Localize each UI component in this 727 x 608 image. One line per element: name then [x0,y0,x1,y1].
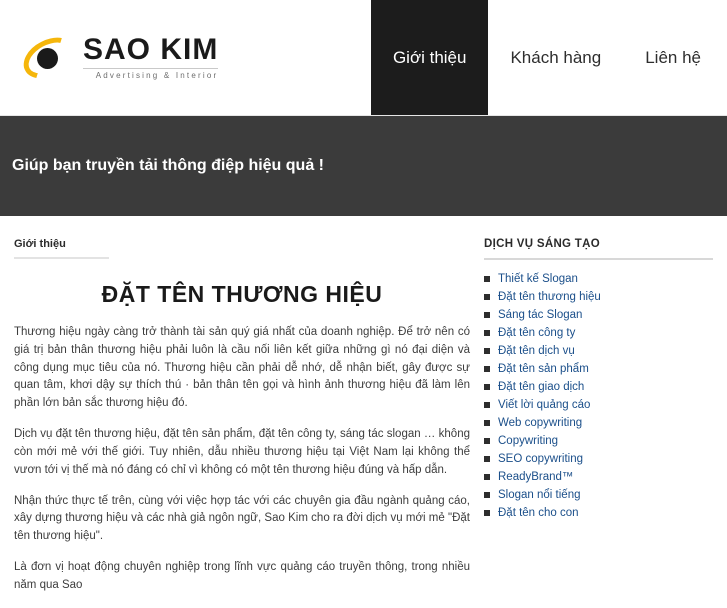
nav-item-lien-he[interactable]: Liên hệ [645,47,701,67]
article-paragraph-2: Dịch vụ đặt tên thương hiệu, đặt tên sản phẩm, đặt tên công ty, sáng tác slogan … không còn mới mẻ với thế giới. Tuy nhiên, dẫu nhiều thương hiệu tại Việt Nam lại không thể vươn tới vị thế mà nó đáng có chỉ vì không có một tên thương hiệu đúng và hấp dẫn. [14,428,470,476]
sidebar-item-thiet-ke-slogan[interactable]: Thiết kế Slogan [498,273,578,285]
list-item[interactable] [484,396,713,414]
list-item[interactable] [484,324,713,342]
sidebar-item-dat-ten-thuong-hieu[interactable]: Đặt tên thương hiệu [498,291,601,303]
logo-title: SAO KIM [83,33,219,66]
list-item[interactable] [484,450,713,468]
nav-item-gioi-thieu[interactable]: Giới thiệu [371,0,489,115]
square-bullet-icon [484,438,490,444]
eye-swoosh-icon [22,38,76,78]
square-bullet-icon [484,348,490,354]
sidebar-item-sang-tac-slogan[interactable]: Sáng tác Slogan [498,309,583,321]
article-paragraph-4: Là đơn vị hoạt động chuyên nghiệp trong lĩnh vực quảng cáo truyền thông, trong nhiều năm qua Sao [14,560,470,591]
list-item[interactable] [484,486,713,504]
site-header [0,0,727,116]
article-paragraph-3: Nhận thức thực tế trên, cùng với việc hợp tác với các chuyên gia đầu ngành quảng cáo, xây dựng thương hiệu và các nhà giả ngôn ngữ, Sao Kim cho ra đời dịch vụ mới mẻ "Đặt tên thương hiệu". [14,494,470,543]
square-bullet-icon [484,276,490,282]
list-item[interactable] [484,378,713,396]
square-bullet-icon [484,312,490,318]
square-bullet-icon [484,474,490,480]
logo-subtitle: Advertising & Interior [83,68,218,80]
sidebar-item-dat-ten-dich-vu[interactable]: Đặt tên dịch vụ [498,345,575,357]
square-bullet-icon [484,330,490,336]
page-title: ĐẶT TÊN THƯƠNG HIỆU [101,281,383,307]
square-bullet-icon [484,420,490,426]
sidebar-item-readybrand[interactable]: ReadyBrand™ [498,471,574,483]
hero-banner [0,116,727,216]
dot-shape [37,48,58,69]
sidebar-item-seo-copywriting[interactable]: SEO copywriting [498,453,584,465]
list-item[interactable] [484,432,713,450]
content-area [0,216,727,608]
list-item[interactable] [484,504,713,522]
logo[interactable] [0,0,371,115]
article-paragraph-1: Thương hiệu ngày càng trở thành tài sản quý giá nhất của doanh nghiệp. Để trở nên có giá trị bản thân thương hiệu phải luôn là cầu nối liên kết giữa những gì nó đại diện và công dụng mục tiêu của nó. Thương hiệu cần phải dễ nhớ, dễ nhận biết, gây được sự quan tâm, khơi dậy sự thích thú · bản thân tên gọi và hình ảnh thương hiệu đã làm lên phần lớn bản sắc thương hiệu đó. [14,326,470,410]
list-item[interactable] [484,468,713,486]
main-nav [371,0,727,115]
square-bullet-icon [484,492,490,498]
sidebar-item-viet-loi-quang-cao[interactable]: Viết lời quảng cáo [498,399,591,411]
list-item[interactable] [484,360,713,378]
square-bullet-icon [484,294,490,300]
sidebar-item-dat-ten-cho-con[interactable]: Đặt tên cho con [498,507,579,519]
nav-item-khach-hang[interactable]: Khách hàng [510,47,602,67]
square-bullet-icon [484,510,490,516]
sidebar-title: DỊCH VỤ SÁNG TẠO [484,238,713,260]
square-bullet-icon [484,402,490,408]
list-item[interactable] [484,270,713,288]
breadcrumb: Giới thiệu [14,216,109,259]
list-item[interactable] [484,288,713,306]
sidebar-item-dat-ten-cong-ty[interactable]: Đặt tên công ty [498,327,576,339]
sidebar-item-copywriting[interactable]: Copywriting [498,435,559,447]
main-column [14,216,484,608]
square-bullet-icon [484,366,490,372]
sidebar [484,216,713,608]
square-bullet-icon [484,456,490,462]
sidebar-item-dat-ten-giao-dich[interactable]: Đặt tên giao dịch [498,381,585,393]
sidebar-service-list [484,270,713,522]
list-item[interactable] [484,414,713,432]
sidebar-item-dat-ten-san-pham[interactable]: Đặt tên sản phẩm [498,363,589,375]
list-item[interactable] [484,306,713,324]
list-item[interactable] [484,342,713,360]
logo-text [83,35,218,80]
banner-tagline: Giúp bạn truyền tải thông điệp hiệu quả ! [12,157,324,174]
square-bullet-icon [484,384,490,390]
sidebar-item-slogan-noi-tieng[interactable]: Slogan nổi tiếng [498,489,581,501]
sidebar-item-web-copywriting[interactable]: Web copywriting [498,417,583,429]
